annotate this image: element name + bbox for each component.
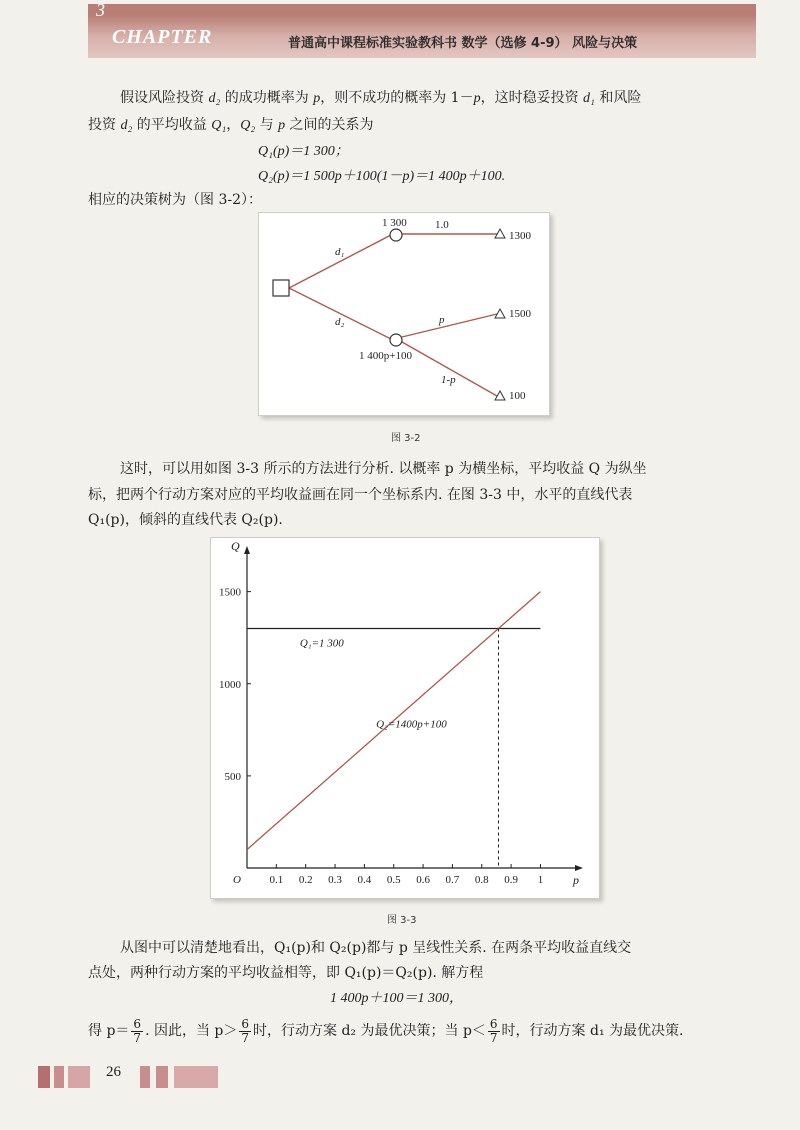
label-node-top-value: 1 300 [382,217,407,229]
x-tick-label: 0.1 [269,874,284,886]
x-tick-label: 0.8 [474,874,489,886]
equation-q2: Q₂(p)＝1 500p＋100(1－p)＝1 400p＋100. [258,169,506,184]
tree-branch-1-p [402,342,497,396]
x-tick-label: 0.5 [386,874,401,886]
label-outcome-top: 1300 [509,230,531,242]
y-tick-label: 1500 [219,586,241,599]
fraction-6-7: $\frac{6}{7}$ [133,1016,142,1045]
footer-block [38,1066,50,1088]
figure-3-2-caption: 图 3-2 [391,433,421,444]
chance-node-top [390,229,402,241]
footer-block [140,1066,150,1088]
paragraph-2-line-3: Q₁(p)，倾斜的直线代表 Q₂(p). [88,512,283,528]
x-tick-label: 0.7 [445,874,460,886]
tree-branch-d1 [289,235,391,288]
x-tick-label: 0.6 [416,874,430,886]
equation-q1: Q₁(p)＝1 300； [258,144,349,159]
label-outcome-mid: 1500 [509,308,531,320]
equation-solve: 1 400p＋100＝1 300， [330,991,463,1006]
x-tick-label: 0.4 [357,874,372,886]
label-prob-1-p: 1-p [441,374,456,386]
figure-3-3-box [210,537,600,899]
book-title: 普通高中课程标准实验教科书 数学（选修 4-9） 风险与决策 [288,36,638,51]
label-d1: d₁ [335,246,345,258]
label-prob-top: 1.0 [435,219,449,231]
figure-3-3-caption: 图 3-3 [387,915,417,926]
footer-block [156,1066,168,1088]
x-axis-label: p [573,873,579,887]
x-tick-label: 0.9 [504,874,518,886]
footer-block [54,1066,64,1088]
decision-node [273,280,289,296]
y-axis-label: Q [231,539,240,553]
revenue-chart [211,538,599,898]
x-tick-label: 1 [537,874,544,886]
paragraph-4: 得 p＝ $\frac{6}{7}$ . 因此，当 p＞ $\frac{6}{7}$ 时，行动方案 d₂ 为最优决策；当 p＜ $\frac{6}{7}$ 时，行动方案 d₁ 为最优决策. [88,1016,684,1045]
y-tick-label: 1000 [219,678,241,691]
paragraph-3-line-2: 点处，两种行动方案的平均收益相等，即 Q₁(p)＝Q₂(p). 解方程 [88,965,484,981]
label-node-bottom-value: 1 400p+100 [359,350,412,362]
origin-label: O [233,874,241,886]
paragraph-2-line-1: 这时，可以用如图 3-3 所示的方法进行分析. 以概率 p 为横坐标，平均收益 Q 为纵坐 [120,461,647,477]
paragraph-1-line-5: 相应的决策树为（图 3-2）： [88,192,262,208]
page-number: 26 [106,1064,121,1080]
chapter-label: CHAPTER [112,26,213,48]
fraction-6-7: $\frac{6}{7}$ [489,1016,498,1045]
paragraph-1-line-2: 投资 d₂ 的平均收益 Q₁，Q₂ 与 p 之间的关系为 [88,117,374,133]
label-prob-p: p [439,314,445,326]
x-tick-label: 0.2 [298,874,313,886]
y-axis-arrow [244,546,250,554]
figure-3-2-box [258,212,550,416]
series-label-q2: Q₂=1400p+100 [376,718,447,731]
footer-block [68,1066,90,1088]
footer-block [174,1066,218,1088]
label-d2: d₂ [335,316,345,328]
chance-node-bottom [390,334,402,346]
tree-branch-p [402,314,497,337]
y-tick-label: 500 [224,770,241,783]
tree-branch-d2 [289,288,391,339]
decision-tree [259,213,549,415]
paragraph-2-line-2: 标，把两个行动方案对应的平均收益画在同一个坐标系内. 在图 3-3 中，水平的直线代表 [88,487,633,503]
chapter-number: 3 [96,0,105,20]
paragraph-3-line-1: 从图中可以清楚地看出，Q₁(p)和 Q₂(p)都与 p 呈线性关系. 在两条平均收益直线交 [120,940,632,956]
series-label-q1: Q₁=1 300 [299,637,344,650]
paragraph-1-line-1: 假设风险投资 d₂ 的成功概率为 p，则不成功的概率为 1－p，这时稳妥投资 d₁ 和风险 [120,90,642,106]
x-axis-arrow [575,865,583,871]
x-tick-label: 0.3 [328,874,342,886]
label-outcome-low: 100 [509,390,526,402]
fraction-6-7: $\frac{6}{7}$ [241,1016,250,1045]
